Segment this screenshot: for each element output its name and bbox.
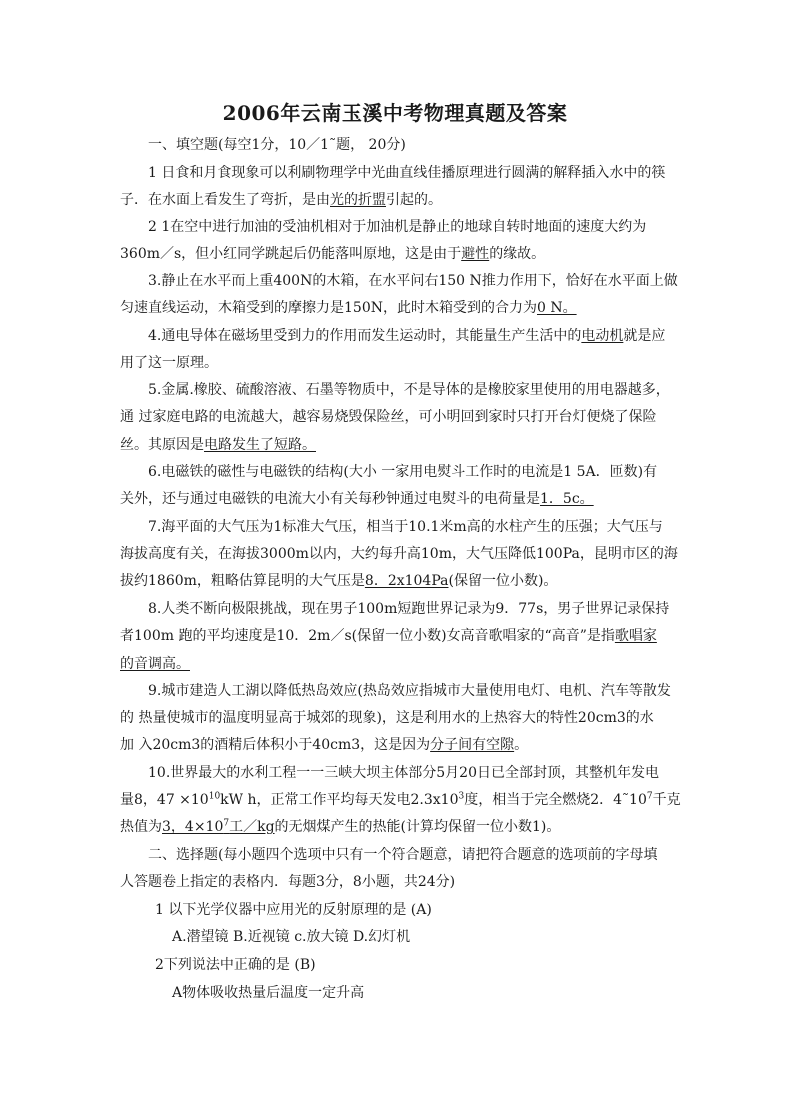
q9-line2: 的 热量使城市的温度明显高于城郊的现象)，这是利用水的上热容大的特性20cm3的水 <box>120 710 654 726</box>
q10-line3: 热值为3，$4\times 10^7$工／kg的无烟煤产生的热能(计算均保留一位小数1)。 <box>120 818 561 835</box>
mc-q1-options: A.潜望镜 B.近视镜 c.放大镜 D.幻灯机 <box>172 929 411 945</box>
q7-line2: 海拔高度有关，在海拔3000m以内，大约每升高10m，大气压降低100Pa，昆明市区的海 <box>120 546 678 562</box>
q9-line1: 9.城市建造人工湖以降低热岛效应(热岛效应指城市大量使用电灯、电机、汽车等散发 <box>148 683 671 699</box>
q5-line2: 通 过家庭电路的电流越大，越容易烧毁保险丝，可小明回到家时只打开台灯便烧了保险 <box>120 409 657 425</box>
q4-answer: 电动机 <box>581 328 624 344</box>
mc-q2: 2下列说法中正确的是 (B) <box>155 957 316 973</box>
q2-line2: 360m／s，但小红同学跳起后仍能落叫原地，这是由于避性的缘故。 <box>120 246 546 262</box>
q6-line1: 6.电磁铁的磁性与电磁铁的结构(大小 一家用电熨斗工作时的电流是1 5A．匝数)有 <box>148 464 658 480</box>
section-heading-choice: 二、选择题(每小题四个选项中只有一个符合题意，请把符合题意的选项前的字母填 <box>148 847 658 863</box>
q10-line2: 量8，$47 \times 10^{10}kW$ h，正常工作平均每天发电$2.3x10^3$度，相当于完全燃烧2．$4˜10^7$千克 <box>120 791 681 808</box>
q1-answer: 光的折盟 <box>330 192 386 208</box>
q2-line1: 2 1在空中进行加油的受油机相对于加油机是静止的地球自转时地面的速度大约为 <box>148 219 647 235</box>
section-heading-fill: 一、填空题(每空1分，10／1˜题， 20分) <box>148 137 406 153</box>
mc-q2-option-a: A物体吸收热量后温度一定升高 <box>172 985 365 1001</box>
q3-line2: 匀速直线运动，木箱受到的摩擦力是150N，此时木箱受到的合力为0 N。 <box>120 300 577 316</box>
q6-answer: 1．5c。 <box>540 491 594 507</box>
q4-line1: 4.通电导体在磁场里受到力的作用而发生运动时，其能量生产生活中的电动机就是应 <box>148 328 666 344</box>
q8-answer: 歌唱家 <box>614 628 657 644</box>
q4-line2: 用了这一原理。 <box>120 355 218 371</box>
q5-answer: 电路发生了短路。 <box>204 437 316 453</box>
q1-line1: 1 日食和月食现象可以利刷物理学中光曲直线佳播原理进行圆满的解释插入水中的筷 <box>148 165 666 181</box>
q10-answer: 3，$4\times 10^7$工／kg <box>162 818 275 835</box>
section-heading-choice-line2: 人答题卷上指定的表格内．每题3分，8小题，共24分) <box>120 874 456 890</box>
q1-line2: 子．在水面上看发生了弯折，是由光的折盟引起的。 <box>120 192 442 208</box>
q6-line2: 关外，还与通过电磁铁的电流大小有关每秒钟通过电熨斗的电荷量是1．5c。 <box>120 491 594 507</box>
q8-line3: 的音调高。 <box>120 656 190 672</box>
q3-line1: 3.静止在水平而上重400N的木箱，在水平问右150 N推力作用下，恰好在水平面上做 <box>148 273 678 289</box>
q9-line3: 加 入20cm3的酒精后体积小于40cm3，这是因为分子间有空隙。 <box>120 737 529 753</box>
q8-line1: 8.人类不断向极限挑战，现在男子100m短跑世界记录为9．77s，男子世界记录保持 <box>148 601 670 617</box>
q10-line1: 10.世界最大的水利工程一一三峡大坝主体部分5月20日已全部封顶，其整机年发电 <box>148 765 659 781</box>
q7-line1: 7.海平面的大气压为1标准大气压，相当于10.1米m高的水柱产生的压强；大气压与 <box>148 519 663 535</box>
mc-q1: 1 以下光学仪器中应用光的反射原理的是 (A) <box>155 902 432 918</box>
q5-line3: 丝。其原因是电路发生了短路。 <box>120 437 316 453</box>
q3-answer: 0 N。 <box>536 300 577 316</box>
q7-line3: 拔约1860m，粗略估算昆明的大气压是8．2x104Pa(保留一位小数)。 <box>120 573 558 589</box>
q5-line1: 5.金属.橡胶、硫酸溶液、石墨等物质中，不是导体的是橡胶家里使用的用电器越多， <box>148 382 670 398</box>
q8-line2: 者100m 跑的平均速度是10．2m／s(保留一位小数)女高音歌唱家的“高音”是指歌唱家 <box>120 628 657 644</box>
q2-answer: 避性 <box>461 246 490 262</box>
page-title: 2006年云南玉溪中考物理真题及答案 <box>222 101 568 125</box>
q9-answer: 分子间有空隙 <box>430 737 515 753</box>
q7-answer: 8．2x104Pa <box>364 573 449 589</box>
